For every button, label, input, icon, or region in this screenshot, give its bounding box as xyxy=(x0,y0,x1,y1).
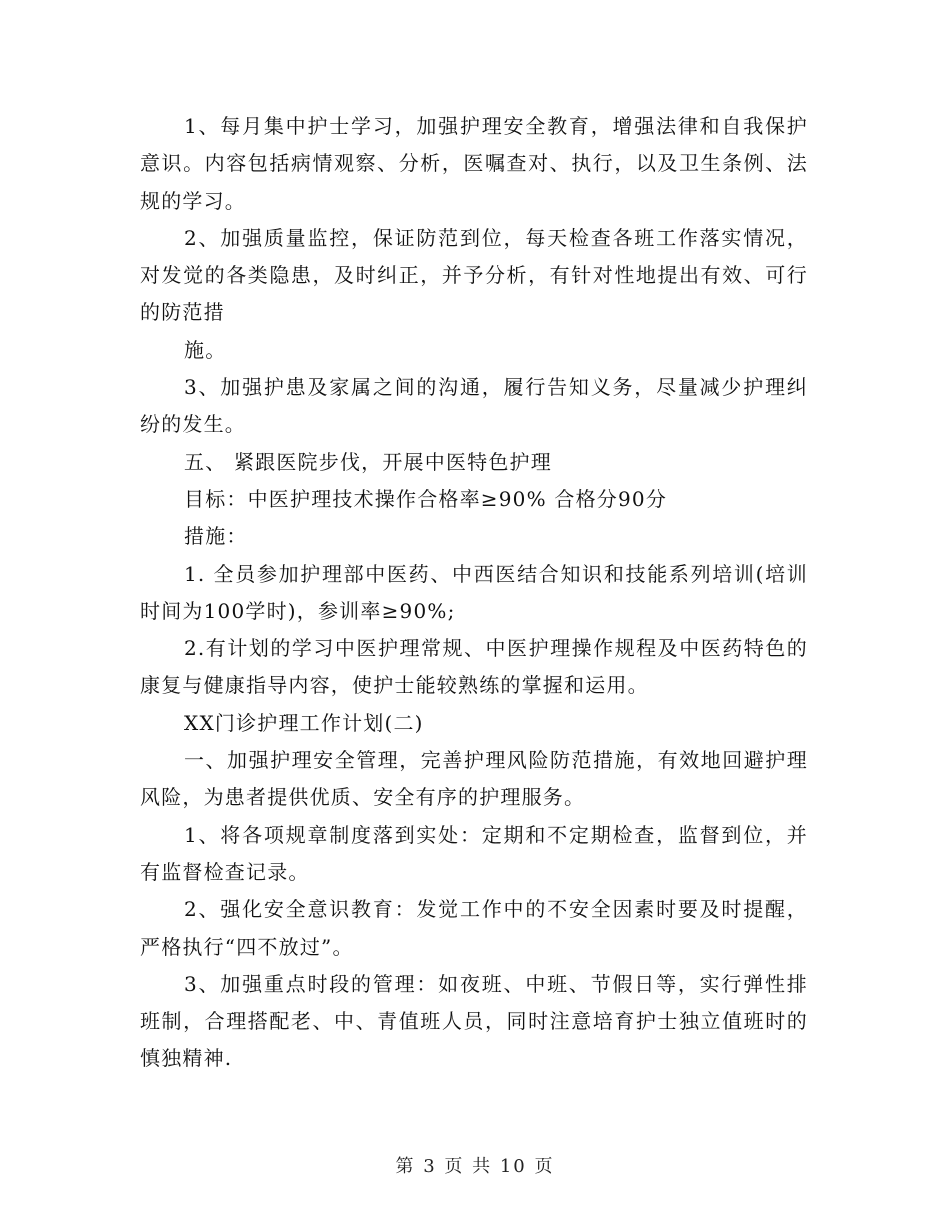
target-line: 目标：中医护理技术操作合格率≥90% 合格分90分 xyxy=(184,486,668,511)
paragraph-2: 2、加强质量监控，保证防范到位，每天检查各班工作落实情况，对发觉的各类隐患，及时纠正，并予分析，有针对性地提出有效、可行的防范措 xyxy=(140,225,808,325)
section-item-2: 2、强化安全意识教育：发觉工作中的不安全因素时要及时提醒，严格执行“四不放过”。 xyxy=(140,897,808,959)
measure-item-1: 1. 全员参加护理部中医药、中西医结合知识和技能系列培训(培训时间为100学时)，参训率≥90%; xyxy=(140,561,808,623)
section-heading-5: 五、 紧跟医院步伐，开展中医特色护理 xyxy=(184,449,552,474)
measure-item-2: 2.有计划的学习中医护理常规、中医护理操作规程及中医药特色的康复与健康指导内容，使护士能较熟练的掌握和运用。 xyxy=(140,636,808,698)
paragraph-3: 施。 xyxy=(184,337,227,362)
paragraph-1: 1、每月集中护士学习，加强护理安全教育，增强法律和自我保护意识。内容包括病情观察、分析，医嘱查对、执行，以及卫生条例、法规的学习。 xyxy=(140,114,808,213)
document-body xyxy=(140,108,808,1078)
section-item-3: 3、加强重点时段的管理：如夜班、中班、节假日等，实行弹性排班制，合理搭配老、中、青值班人员，同时注意培育护士独立值班时的慎独精神. xyxy=(140,971,808,1071)
section-heading-1: 一、加强护理安全管理，完善护理风险防范措施，有效地回避护理风险，为患者提供优质、安全有序的护理服务。 xyxy=(140,748,808,810)
plan-title: XX门诊护理工作计划(二) xyxy=(184,710,424,735)
measures-label: 措施： xyxy=(184,524,248,549)
section-item-1: 1、将各项规章制度落到实处：定期和不定期检查，监督到位，并有监督检查记录。 xyxy=(140,822,808,884)
page-number-footer: 第 3 页 共 10 页 xyxy=(395,1156,555,1177)
paragraph-4: 3、加强护患及家属之间的沟通，履行告知义务，尽量减少护理纠纷的发生。 xyxy=(140,375,808,437)
